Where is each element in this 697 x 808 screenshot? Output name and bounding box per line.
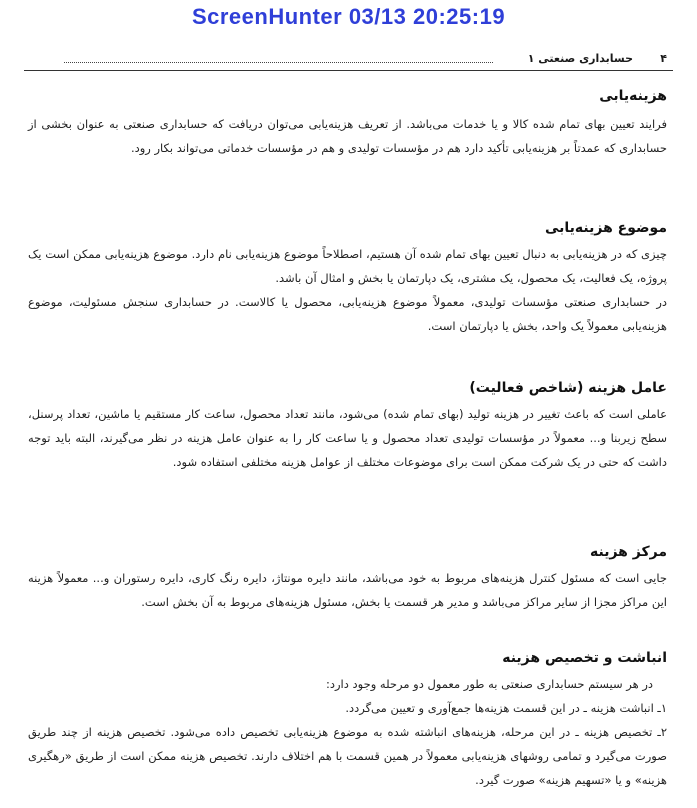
section-paragraph: در حسابداری صنعتی مؤسسات تولیدی، معمولاً موضوع هزینه‌یابی، محصول یا کالاست. در حسابداری سنجش مسئولیت، موضوع هزینه‌یابی معمولاً یک واحد، بخش یا دپارتمان است. (28, 295, 667, 333)
book-title: حسابداری صنعتی ۱ (527, 52, 633, 65)
section-paragraph: فرایند تعیین بهای تمام شده کالا و یا خدمات می‌باشد. از تعریف هزینه‌یابی می‌توان دریافت که حسابداری صنعتی به عنوان بخشی از حسابداری که عمدتاً بر هزینه‌یابی تأکید دارد هم در مؤسسات تولیدی و هم در مؤسسات خدماتی می‌تواند بکار رود. (28, 117, 667, 155)
page-number: ۴ (660, 52, 667, 65)
section-paragraph: در هر سیستم حسابداری صنعتی به طور معمول دو مرحله وجود دارد: (326, 677, 653, 691)
screenhunter-banner: ScreenHunter 03/13 20:25:19 (191, 4, 506, 29)
section-heading: انباشت و تخصیص هزینه (502, 650, 667, 666)
section-cost-object (28, 220, 667, 338)
section-paragraph: عاملی است که باعث تغییر در هزینه تولید (بهای تمام شده) می‌شود، مانند تعداد محصول، ساعت کار مستقیم یا ماشین، تعداد پرسنل، سطح زیربنا و... معمولاً در مؤسسات تولیدی تعداد محصول و یا ساعت کار را به عنوان عامل هزینه در نظر می‌گیرند، البته باید توجه داشت که حتی در یک شرکت ممکن است برای موضوعات مختلف از عوامل هزینه مختلفی استفاده شود. (28, 407, 667, 469)
section-accumulation-allocation (28, 650, 667, 792)
section-heading: عامل هزینه (شاخص فعالیت) (469, 380, 667, 396)
section-heading: موضوع هزینه‌یابی (544, 220, 667, 236)
section-heading: هزینه‌یابی (599, 88, 667, 104)
section-paragraph: چیزی که در هزینه‌یابی به دنبال تعیین بهای تمام شده آن هستیم، اصطلاحاً موضوع هزینه‌یابی نام دارد. موضوع هزینه‌یابی ممکن است یک پروژه، یک فعالیت، یک محصول، یک مشتری، یک دپارتمان یا بخش و امثال آن باشد. (28, 247, 667, 285)
document-body (28, 88, 667, 808)
section-costing (28, 88, 667, 160)
list-item: ۱ـ انباشت هزینه ـ در این قسمت هزینه‌ها جمع‌آوری و تعیین می‌گردد. (345, 701, 667, 715)
section-heading: مرکز هزینه (590, 544, 667, 560)
dotted-rule (64, 62, 493, 63)
running-head (24, 48, 673, 71)
list-item: ۲ـ تخصیص هزینه ـ در این مرحله، هزینه‌های انباشته شده به موضوع هزینه‌یابی تخصیص داده می‌شود. تخصیص هزینه از چند طریق صورت می‌گیرد و تمامی روشهای هزینه‌یابی معمولاً در همین قسمت با هم اختلاف دارند. تخصیص هزینه ممکن است از طریق «رهگیری هزینه» و یا «تسهیم هزینه» صورت گیرد. (28, 725, 667, 787)
section-cost-center (28, 544, 667, 614)
section-paragraph: جایی است که مسئول کنترل هزینه‌های مربوط به خود می‌باشد، مانند دایره مونتاژ، دایره رنگ کاری، دایره رستوران و... معمولاً هزینه این مراکز مجزا از سایر مراکز می‌باشد و مدیر هر قسمت یا بخش، مسئول هزینه‌های مربوط به آن بخش است. (28, 571, 667, 609)
section-cost-driver (28, 380, 667, 474)
